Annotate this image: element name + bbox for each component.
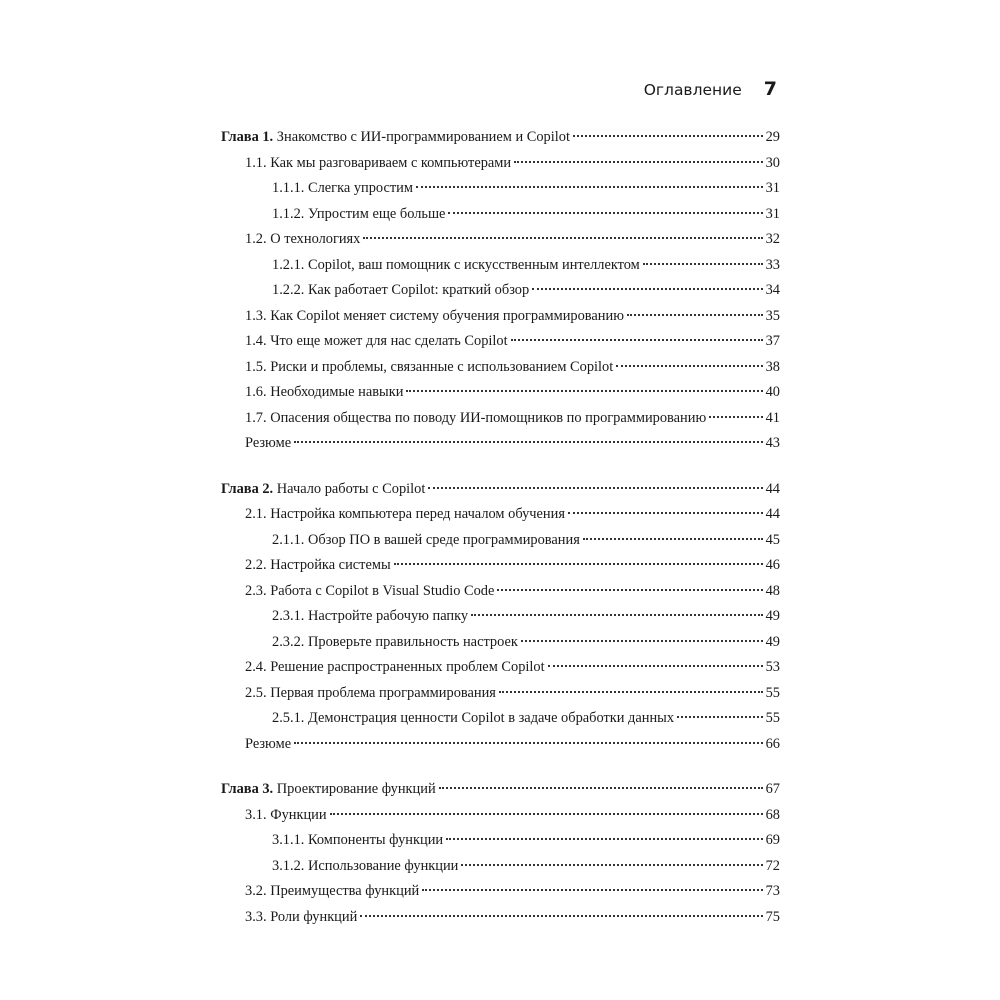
toc-entry-page: 38 — [765, 358, 780, 375]
toc-entry-page: 41 — [765, 409, 780, 426]
toc-entry-number: 1.1.2. — [272, 205, 305, 222]
toc-entry-label — [272, 278, 529, 304]
dot-leader — [511, 339, 763, 341]
toc-entry-label — [272, 202, 445, 228]
toc-entry-number: 2.4. — [245, 659, 267, 675]
toc-entry-page: 40 — [765, 384, 780, 400]
toc-entry[interactable] — [221, 151, 780, 177]
dot-leader — [394, 563, 763, 565]
toc-entry-number: Глава 3. — [221, 781, 274, 797]
toc-entry-page: 67 — [765, 781, 780, 797]
toc-entry-title: Проверьте правильность настроек — [308, 633, 518, 650]
toc-entry-number: 3.1. — [245, 806, 267, 823]
toc-entry-title: Функции — [270, 806, 327, 823]
toc-entry[interactable] — [221, 681, 780, 707]
toc-entry-title: Упростим еще больше — [308, 205, 446, 222]
dot-leader — [416, 186, 763, 188]
toc-entry-page: 31 — [765, 180, 780, 196]
toc-entry-title: Настройка компьютера перед началом обучения — [270, 506, 565, 522]
toc-entry-title: Работа с Copilot в Visual Studio Code — [270, 582, 495, 599]
toc-entry[interactable] — [221, 655, 780, 681]
toc-entry-label — [245, 732, 291, 758]
toc-entry-label — [245, 655, 545, 681]
toc-entry[interactable] — [221, 604, 780, 630]
toc-entry-label — [272, 828, 443, 854]
toc-entry-number: 1.1. — [245, 154, 267, 171]
toc-entry[interactable] — [221, 304, 780, 330]
toc-entry-page: 49 — [765, 633, 780, 650]
toc-entry-label — [245, 329, 508, 355]
chapter-block — [221, 477, 780, 758]
toc-entry-number: 2.3.2. — [272, 633, 305, 650]
toc-entry-label — [245, 151, 511, 177]
toc-entry-page: 43 — [765, 435, 780, 451]
toc-entry[interactable] — [221, 176, 780, 202]
toc-entry-page: 48 — [765, 582, 780, 599]
toc-entry[interactable] — [221, 553, 780, 579]
toc-entry[interactable] — [221, 329, 780, 355]
toc-entry-page: 46 — [765, 557, 780, 573]
chapter-block — [221, 125, 780, 457]
header-title: Оглавление — [643, 81, 742, 99]
dot-leader — [471, 614, 763, 616]
dot-leader — [514, 161, 763, 163]
dot-leader — [448, 212, 762, 214]
running-header — [0, 78, 777, 100]
dot-leader — [583, 538, 763, 540]
toc-entry-number: 1.2.1. — [272, 256, 305, 273]
dot-leader — [627, 314, 763, 316]
toc-entry-label — [272, 854, 458, 880]
dot-leader — [439, 787, 763, 789]
toc-entry-label — [221, 125, 570, 151]
toc-entry-label — [245, 227, 360, 253]
toc-entry-title: Проектирование функций — [276, 781, 436, 797]
dot-leader — [294, 441, 762, 443]
toc-entry-page: 44 — [765, 506, 780, 522]
toc-entry[interactable] — [221, 828, 780, 854]
toc-entry-page: 55 — [765, 684, 780, 701]
toc-entry-label — [272, 630, 518, 656]
dot-leader — [532, 288, 762, 290]
toc-entry-page: 33 — [765, 256, 780, 273]
toc-entry-number: 2.5. — [245, 684, 267, 701]
toc-entry-number: 2.1.1. — [272, 531, 305, 548]
toc-entry-number: 1.2. — [245, 231, 267, 247]
toc-entry[interactable] — [221, 406, 780, 432]
toc-entry[interactable] — [221, 579, 780, 605]
dot-leader — [461, 864, 762, 866]
toc-entry-number: 2.2. — [245, 557, 267, 573]
toc-entry-page: 32 — [765, 231, 780, 247]
toc-entry-title: Обзор ПО в вашей среде программирования — [308, 531, 580, 548]
toc-entry[interactable] — [221, 355, 780, 381]
toc-entry-title: Преимущества функций — [270, 883, 420, 899]
toc-entry-page: 29 — [765, 129, 780, 145]
dot-leader — [573, 135, 763, 137]
toc-entry-label — [245, 553, 391, 579]
toc-entry-title: Copilot, ваш помощник с искусственным интеллектом — [308, 256, 640, 273]
toc-entry-number: 1.7. — [245, 409, 267, 426]
toc-entry[interactable] — [221, 630, 780, 656]
toc-entry-number: 2.3. — [245, 582, 267, 599]
toc-entry[interactable] — [221, 854, 780, 880]
toc-entry-number: 2.1. — [245, 506, 267, 522]
toc-entry-number: 2.5.1. — [272, 710, 305, 726]
toc-entry-title: Решение распространенных проблем Copilot — [270, 659, 545, 675]
toc-entry[interactable] — [221, 202, 780, 228]
toc-entry-page: 75 — [765, 908, 780, 925]
toc-entry-label — [272, 604, 468, 630]
toc-entry[interactable] — [221, 278, 780, 304]
toc-entry-number: 3.1.2. — [272, 857, 305, 874]
toc-entry-page: 34 — [765, 282, 780, 298]
dot-leader — [677, 716, 763, 718]
toc-entry-label — [272, 706, 674, 732]
toc-entry-title: Слегка упростим — [308, 180, 413, 196]
toc-entry-number: 3.2. — [245, 883, 267, 899]
toc-entry-title: Настройка системы — [270, 557, 391, 573]
toc-entry-label — [221, 477, 425, 503]
dot-leader — [363, 237, 762, 239]
toc-entry-page: 49 — [765, 608, 780, 624]
toc-entry-page: 44 — [765, 480, 780, 497]
dot-leader — [497, 589, 762, 591]
toc-entry-label — [245, 380, 403, 406]
toc-entry-number: 3.1.1. — [272, 832, 305, 848]
toc-chapter-entry[interactable] — [221, 477, 780, 503]
toc-entry-label — [245, 905, 357, 931]
toc-entry-title: Начало работы с Copilot — [276, 480, 426, 497]
dot-leader — [428, 487, 762, 489]
toc-entry-label — [272, 253, 640, 279]
toc-entry-title: Как мы разговариваем с компьютерами — [270, 154, 512, 171]
toc-entry-number: 1.1.1. — [272, 180, 305, 196]
toc-entry-title: Резюме — [245, 435, 292, 451]
toc-entry-title: Как Copilot меняет систему обучения программированию — [270, 307, 624, 324]
dot-leader — [446, 838, 763, 840]
toc-entry-page: 35 — [765, 307, 780, 324]
toc-entry-label — [245, 879, 419, 905]
toc-entry-title: Знакомство с ИИ-программированием и Copilot — [276, 129, 570, 145]
dot-leader — [709, 416, 762, 418]
toc-entry[interactable] — [221, 253, 780, 279]
toc-entry[interactable] — [221, 706, 780, 732]
table-of-contents — [221, 125, 780, 950]
toc-entry-title: Необходимые навыки — [270, 384, 404, 400]
dot-leader — [616, 365, 762, 367]
toc-entry[interactable] — [221, 227, 780, 253]
toc-entry-label — [245, 502, 565, 528]
toc-entry-number: 1.6. — [245, 384, 267, 400]
toc-entry-number: Глава 2. — [221, 480, 274, 497]
toc-entry-label — [245, 681, 496, 707]
dot-leader — [422, 889, 762, 891]
toc-entry-label — [245, 406, 706, 432]
header-page-number: 7 — [763, 78, 777, 100]
toc-entry-page: 30 — [765, 154, 780, 171]
dot-leader — [499, 691, 763, 693]
toc-entry-page: 73 — [765, 883, 780, 899]
toc-entry-title: О технологиях — [270, 231, 361, 247]
dot-leader — [568, 512, 763, 514]
toc-chapter-entry[interactable] — [221, 125, 780, 151]
toc-entry[interactable] — [221, 905, 780, 931]
toc-entry-label — [245, 355, 613, 381]
toc-entry-page: 55 — [765, 710, 780, 726]
toc-entry-number: 1.3. — [245, 307, 267, 324]
toc-entry-label — [221, 777, 436, 803]
dot-leader — [521, 640, 763, 642]
toc-entry[interactable] — [221, 879, 780, 905]
toc-entry-page: 69 — [765, 832, 780, 848]
toc-entry[interactable] — [221, 803, 780, 829]
toc-entry-page: 66 — [765, 735, 780, 752]
toc-entry-page: 68 — [765, 806, 780, 823]
toc-entry-title: Что еще может для нас сделать Copilot — [270, 333, 508, 349]
toc-entry-label — [272, 528, 580, 554]
toc-entry-title: Использование функции — [308, 857, 459, 874]
toc-entry-page: 31 — [765, 205, 780, 222]
toc-entry[interactable] — [221, 431, 780, 457]
toc-entry[interactable] — [221, 732, 780, 758]
toc-entry-title: Компоненты функции — [308, 832, 444, 848]
toc-entry-page: 45 — [765, 531, 780, 548]
toc-entry-title: Настройте рабочую папку — [308, 608, 469, 624]
toc-entry[interactable] — [221, 380, 780, 406]
toc-entry-title: Демонстрация ценности Copilot в задаче обработки данных — [308, 710, 675, 726]
dot-leader — [330, 813, 763, 815]
toc-entry-page: 72 — [765, 857, 780, 874]
dot-leader — [643, 263, 763, 265]
toc-entry-label — [245, 803, 327, 829]
dot-leader — [294, 742, 762, 744]
toc-entry[interactable] — [221, 528, 780, 554]
toc-entry-page: 37 — [765, 333, 780, 349]
toc-entry-title: Риски и проблемы, связанные с использованием Copilot — [270, 358, 614, 375]
toc-entry-number: 1.4. — [245, 333, 267, 349]
dot-leader — [548, 665, 763, 667]
toc-entry-title: Роли функций — [270, 908, 358, 925]
toc-entry-title: Как работает Copilot: краткий обзор — [308, 282, 530, 298]
toc-entry-number: 2.3.1. — [272, 608, 305, 624]
toc-entry[interactable] — [221, 502, 780, 528]
toc-entry-number: 1.5. — [245, 358, 267, 375]
dot-leader — [360, 915, 762, 917]
toc-entry-number: 1.2.2. — [272, 282, 305, 298]
toc-entry-label — [272, 176, 413, 202]
toc-chapter-entry[interactable] — [221, 777, 780, 803]
toc-entry-label — [245, 579, 494, 605]
toc-entry-number: Глава 1. — [221, 129, 274, 145]
toc-entry-label — [245, 304, 624, 330]
toc-entry-title: Опасения общества по поводу ИИ-помощников по программированию — [270, 409, 707, 426]
toc-entry-number: 3.3. — [245, 908, 267, 925]
toc-entry-title: Первая проблема программирования — [270, 684, 496, 701]
toc-entry-label — [245, 431, 291, 457]
toc-entry-page: 53 — [765, 659, 780, 675]
chapter-block — [221, 777, 780, 930]
dot-leader — [406, 390, 762, 392]
toc-entry-title: Резюме — [245, 735, 292, 752]
